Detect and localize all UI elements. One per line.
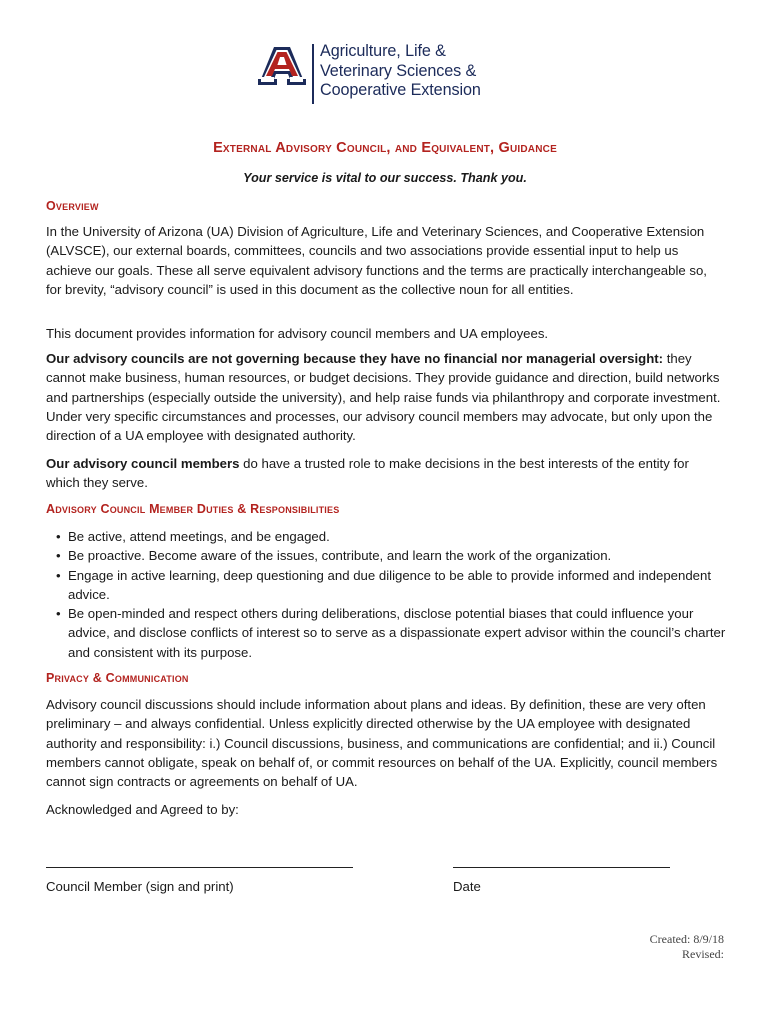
revised-date: Revised: (682, 947, 724, 961)
university-of-arizona-a-icon (258, 46, 306, 86)
overview-paragraph-3-bold: Our advisory councils are not governing because they have no financial nor managerial oversight: (46, 351, 664, 366)
list-item: • Be proactive. Become aware of the issues, contribute, and learn the work of the organization. (46, 546, 726, 565)
document-tagline: Your service is vital to our success. Thank you. (243, 171, 527, 185)
overview-paragraph-4-text: do have a trusted role to make decisions in the best interests of the entity for which they serve. (46, 456, 689, 491)
logo-divider (312, 44, 314, 104)
overview-paragraph-4 (46, 454, 726, 493)
member-signature-line[interactable] (46, 867, 353, 868)
duties-heading: Advisory Council Member Duties & Responsibilities (46, 502, 340, 516)
member-signature-label: Council Member (sign and print) (46, 879, 234, 894)
overview-heading: Overview (46, 199, 99, 213)
logo-text (320, 42, 481, 101)
overview-paragraph-3 (46, 349, 726, 445)
date-label: Date (453, 879, 481, 894)
overview-paragraph-4-bold: Our advisory council members (46, 456, 240, 471)
list-item: • Be active, attend meetings, and be engaged. (46, 527, 726, 546)
overview-paragraph-3-text: they cannot make business, human resources, or budget decisions. They provide guidance and direction, build networks and partnerships (especially outside the university), and help raise funds via philanthropy and corporate investment. Under very specific circumstances and processes, our advisory council members may advocate, but only upon the direction of a UA employee with designated authority. (46, 351, 721, 444)
document-title: External Advisory Council, and Equivalent, Guidance (213, 140, 557, 156)
date-signature-line[interactable] (453, 867, 670, 868)
overview-paragraph-2: This document provides information for advisory council members and UA employees. (46, 326, 549, 341)
acknowledgement-text: Acknowledged and Agreed to by: (46, 802, 239, 817)
logo-line-2: Veterinary Sciences & (320, 61, 477, 80)
list-item: • Engage in active learning, deep questioning and due diligence to be able to provide informed and independent advice. (46, 566, 726, 605)
created-date: Created: 8/9/18 (649, 932, 724, 946)
overview-paragraph-1: In the University of Arizona (UA) Division of Agriculture, Life and Veterinary Sciences, and Cooperative Extension (ALVSCE), our external boards, committees, councils and two associations provide essential input to help us achieve our goals. These all serve equivalent advisory functions and the terms are practically interchangeable so, for brevity, “advisory council” is used in this document as the collective noun for all entities. (46, 224, 707, 297)
privacy-paragraph: Advisory council discussions should include information about plans and ideas. By definition, these are very often preliminary – and always confidential. Unless explicitly directed otherwise by the UA employee with designated authority and responsibility: i.) Council discussions, business, and communications are confidential; and ii.) Council members cannot obligate, speak on behalf of, or commit resources on behalf of the UA. Explicitly, council members cannot sign contracts or agreements on behalf of UA. (46, 697, 718, 790)
duties-list (46, 527, 726, 662)
privacy-heading: Privacy & Communication (46, 671, 189, 685)
logo-line-1: Agriculture, Life & (320, 42, 446, 60)
list-item: • Be open-minded and respect others during deliberations, disclose potential biases that could influence your advice, and disclose conflicts of interest so to serve as a dispassionate expert advisor within the council’s charter and consistent with its purpose. (46, 604, 726, 662)
logo-line-3: Cooperative Extension (320, 81, 481, 99)
ua-alvsce-logo (258, 42, 518, 106)
